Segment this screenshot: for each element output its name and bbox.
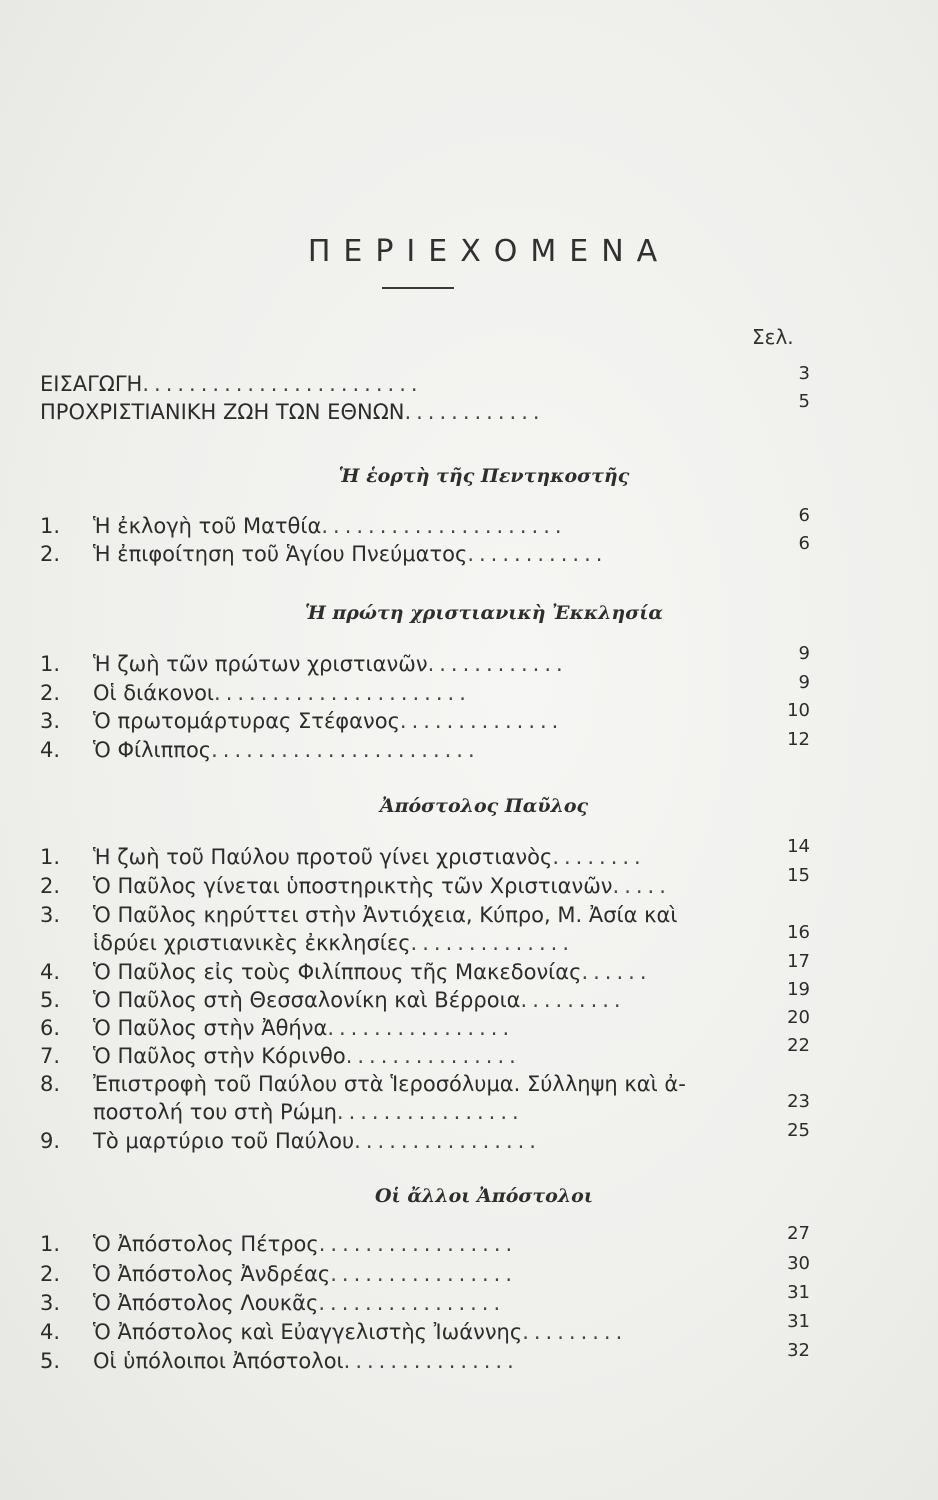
entry-text: ποστολή του στὴ Ρώμη (93, 1100, 337, 1124)
entry-text: Ὁ Παῦλος στὴν Ἀθήνα (93, 1016, 328, 1040)
leader-dots: ................ (318, 1291, 506, 1315)
toc-entry (40, 1282, 810, 1317)
toc-entry-continuation (93, 1091, 810, 1126)
leader-dots: ........................ (142, 372, 423, 396)
entry-page: 6 (798, 533, 810, 554)
leader-dots: ......... (522, 1320, 628, 1344)
section-heading: Ἡ ἑορτὴ τῆς Πεντηκοστῆς (338, 465, 630, 487)
toc-entry (40, 1070, 810, 1098)
entry-text: Ἡ ζωὴ τοῦ Παύλου προτοῦ γίνει χριστιανὸς (93, 845, 553, 869)
entry-text: Ἡ ἐπιφοίτηση τοῦ Ἁγίου Πνεύματος (93, 542, 468, 566)
leader-dots: ..................... (321, 514, 567, 538)
leader-dots: ............ (404, 400, 545, 424)
entry-page: 31 (787, 1282, 810, 1303)
entry-page: 9 (798, 643, 810, 664)
entry-text: Οἱ ὑπόλοιποι Ἀπόστολοι (93, 1349, 344, 1373)
toc-entry (40, 1253, 810, 1288)
toc-entry (40, 1007, 810, 1042)
toc-entry (40, 672, 810, 707)
entry-text: Ἐπιστροφὴ τοῦ Παύλου στὰ Ἱεροσόλυμα. Σύλληψη καὶ ἀ- (93, 1072, 686, 1096)
entry-number: 4. (40, 960, 61, 984)
entry-page: 15 (787, 865, 810, 886)
toc-entry (40, 836, 810, 871)
leader-dots: .............. (410, 931, 575, 955)
entry-text: Ὁ Παῦλος στὴν Κόρινθο (93, 1044, 346, 1068)
entry-number: 1. (40, 514, 61, 538)
entry-page: 23 (787, 1091, 810, 1112)
entry-number: 1. (40, 845, 61, 869)
entry-page: 10 (787, 700, 810, 721)
entry-number: 2. (40, 681, 61, 705)
section-heading: Ἀπόστολος Παῦλος (379, 795, 589, 817)
entry-text: ἱδρύει χριστιανικὲς ἐκκλησίες (93, 931, 411, 955)
entry-page: 16 (787, 922, 810, 943)
entry-page: 27 (787, 1223, 810, 1244)
entry-text: Ὁ Ἀπόστολος Λουκᾶς (93, 1291, 319, 1315)
entry-text: Ὁ Φίλιππος (93, 738, 212, 762)
entry-number: 2. (40, 1262, 61, 1286)
entry-page: 14 (787, 836, 810, 857)
entry-number: 5. (40, 1349, 61, 1373)
section-heading: Οἱ ἄλλοι Ἀπόστολοι (374, 1185, 594, 1207)
leader-dots: ................ (330, 1262, 518, 1286)
leader-dots: ................ (336, 1100, 524, 1124)
page-title: ΠΕΡΙΕΧΟΜΕΝΑ (307, 234, 671, 269)
entry-number: 3. (40, 903, 61, 927)
entry-page: 31 (787, 1311, 810, 1332)
leader-dots: ......... (520, 988, 626, 1012)
entry-page: 12 (787, 729, 810, 750)
entry-page: 9 (798, 672, 810, 693)
title-underline (382, 287, 454, 289)
entry-number: 4. (40, 1320, 61, 1344)
leader-dots: .............. (399, 709, 564, 733)
entry-text: ΠΡΟΧΡΙΣΤΙΑΝΙΚΗ ΖΩΗ ΤΩΝ ΕΘΝΩΝ (40, 400, 405, 424)
leader-dots: ................ (354, 1129, 541, 1153)
entry-page: 19 (787, 979, 810, 1000)
entry-number: 2. (40, 542, 61, 566)
entry-number: 3. (40, 1291, 61, 1315)
toc-entry (40, 1311, 810, 1346)
leader-dots: ............ (467, 542, 608, 566)
entry-text: Ὁ Παῦλος γίνεται ὑποστηρικτὴς τῶν Χριστιανῶν (93, 874, 613, 898)
entry-text: Ὁ Ἀπόστολος Πέτρος (93, 1232, 319, 1256)
toc-entry (40, 951, 810, 986)
entry-page: 5 (798, 391, 810, 412)
entry-number: 2. (40, 874, 61, 898)
leader-dots: ...................... (214, 681, 471, 705)
entry-page: 17 (787, 951, 810, 972)
entry-number: 3. (40, 709, 61, 733)
toc-entry (40, 1223, 810, 1258)
section-heading: Ἡ πρώτη χριστιανικὴ Ἐκκλησία (304, 602, 664, 624)
toc-entry (40, 729, 810, 764)
toc-entry (40, 1035, 810, 1070)
toc-entry (40, 700, 810, 735)
entry-text: ΕΙΣΑΓΩΓΗ (40, 372, 143, 396)
entry-text: Τὸ μαρτύριο τοῦ Παύλου (93, 1129, 355, 1153)
entry-text: Ὁ Ἀπόστολος καὶ Εὐαγγελιστὴς Ἰωάννης (93, 1320, 523, 1344)
entry-page: 25 (787, 1120, 810, 1141)
entry-number: 9. (40, 1129, 61, 1153)
entry-page: 20 (787, 1007, 810, 1028)
entry-number: 1. (40, 1232, 61, 1256)
entry-number: 4. (40, 738, 61, 762)
leader-dots: ............... (345, 1044, 521, 1068)
toc-entry (40, 901, 810, 929)
toc-entry (40, 391, 810, 426)
leader-dots: ....................... (211, 738, 480, 762)
toc-entry (40, 979, 810, 1014)
entry-number: 7. (40, 1044, 61, 1068)
toc-entry (40, 533, 810, 568)
entry-number: 6. (40, 1016, 61, 1040)
leader-dots: ...... (581, 960, 652, 984)
toc-entry (40, 1340, 810, 1375)
toc-entry (40, 363, 810, 398)
entry-page: 6 (798, 505, 810, 526)
leader-dots: ..... (612, 874, 671, 898)
entry-text: Οἱ διάκονοι (93, 681, 215, 705)
entry-text: Ὁ Παῦλος εἰς τοὺς Φιλίππους τῆς Μακεδονίας (93, 960, 582, 984)
leader-dots: ............... (343, 1349, 519, 1373)
entry-text: Ὁ Παῦλος κηρύττει στὴν Ἀντιόχεια, Κύπρο, Μ. Ἀσία καὶ (93, 903, 678, 927)
leader-dots: ............ (427, 652, 568, 676)
entry-text: Ὁ Παῦλος στὴ Θεσσαλονίκη καὶ Βέρροια (93, 988, 521, 1012)
entry-text: Ἡ ἐκλογὴ τοῦ Ματθία (93, 514, 322, 538)
entry-text: Ὁ πρωτομάρτυρας Στέφανος (93, 709, 400, 733)
entry-text: Ἡ ζωὴ τῶν πρώτων χριστιανῶν (93, 652, 428, 676)
entry-number: 8. (40, 1072, 61, 1096)
entry-page: 22 (787, 1035, 810, 1056)
entry-number: 5. (40, 988, 61, 1012)
page-column-label: Σελ. (752, 325, 794, 349)
toc-entry (40, 505, 810, 540)
leader-dots: ................ (327, 1016, 515, 1040)
entry-text: Ὁ Ἀπόστολος Ἀνδρέας (93, 1262, 331, 1286)
toc-entry (40, 1120, 810, 1155)
entry-page: 30 (787, 1253, 810, 1274)
leader-dots: ........ (552, 845, 646, 869)
entry-number: 1. (40, 652, 61, 676)
toc-entry-continuation (93, 922, 810, 957)
entry-page: 32 (787, 1340, 810, 1361)
toc-entry (40, 643, 810, 678)
leader-dots: ................. (318, 1232, 518, 1256)
toc-entry (40, 865, 810, 900)
entry-page: 3 (798, 363, 810, 384)
